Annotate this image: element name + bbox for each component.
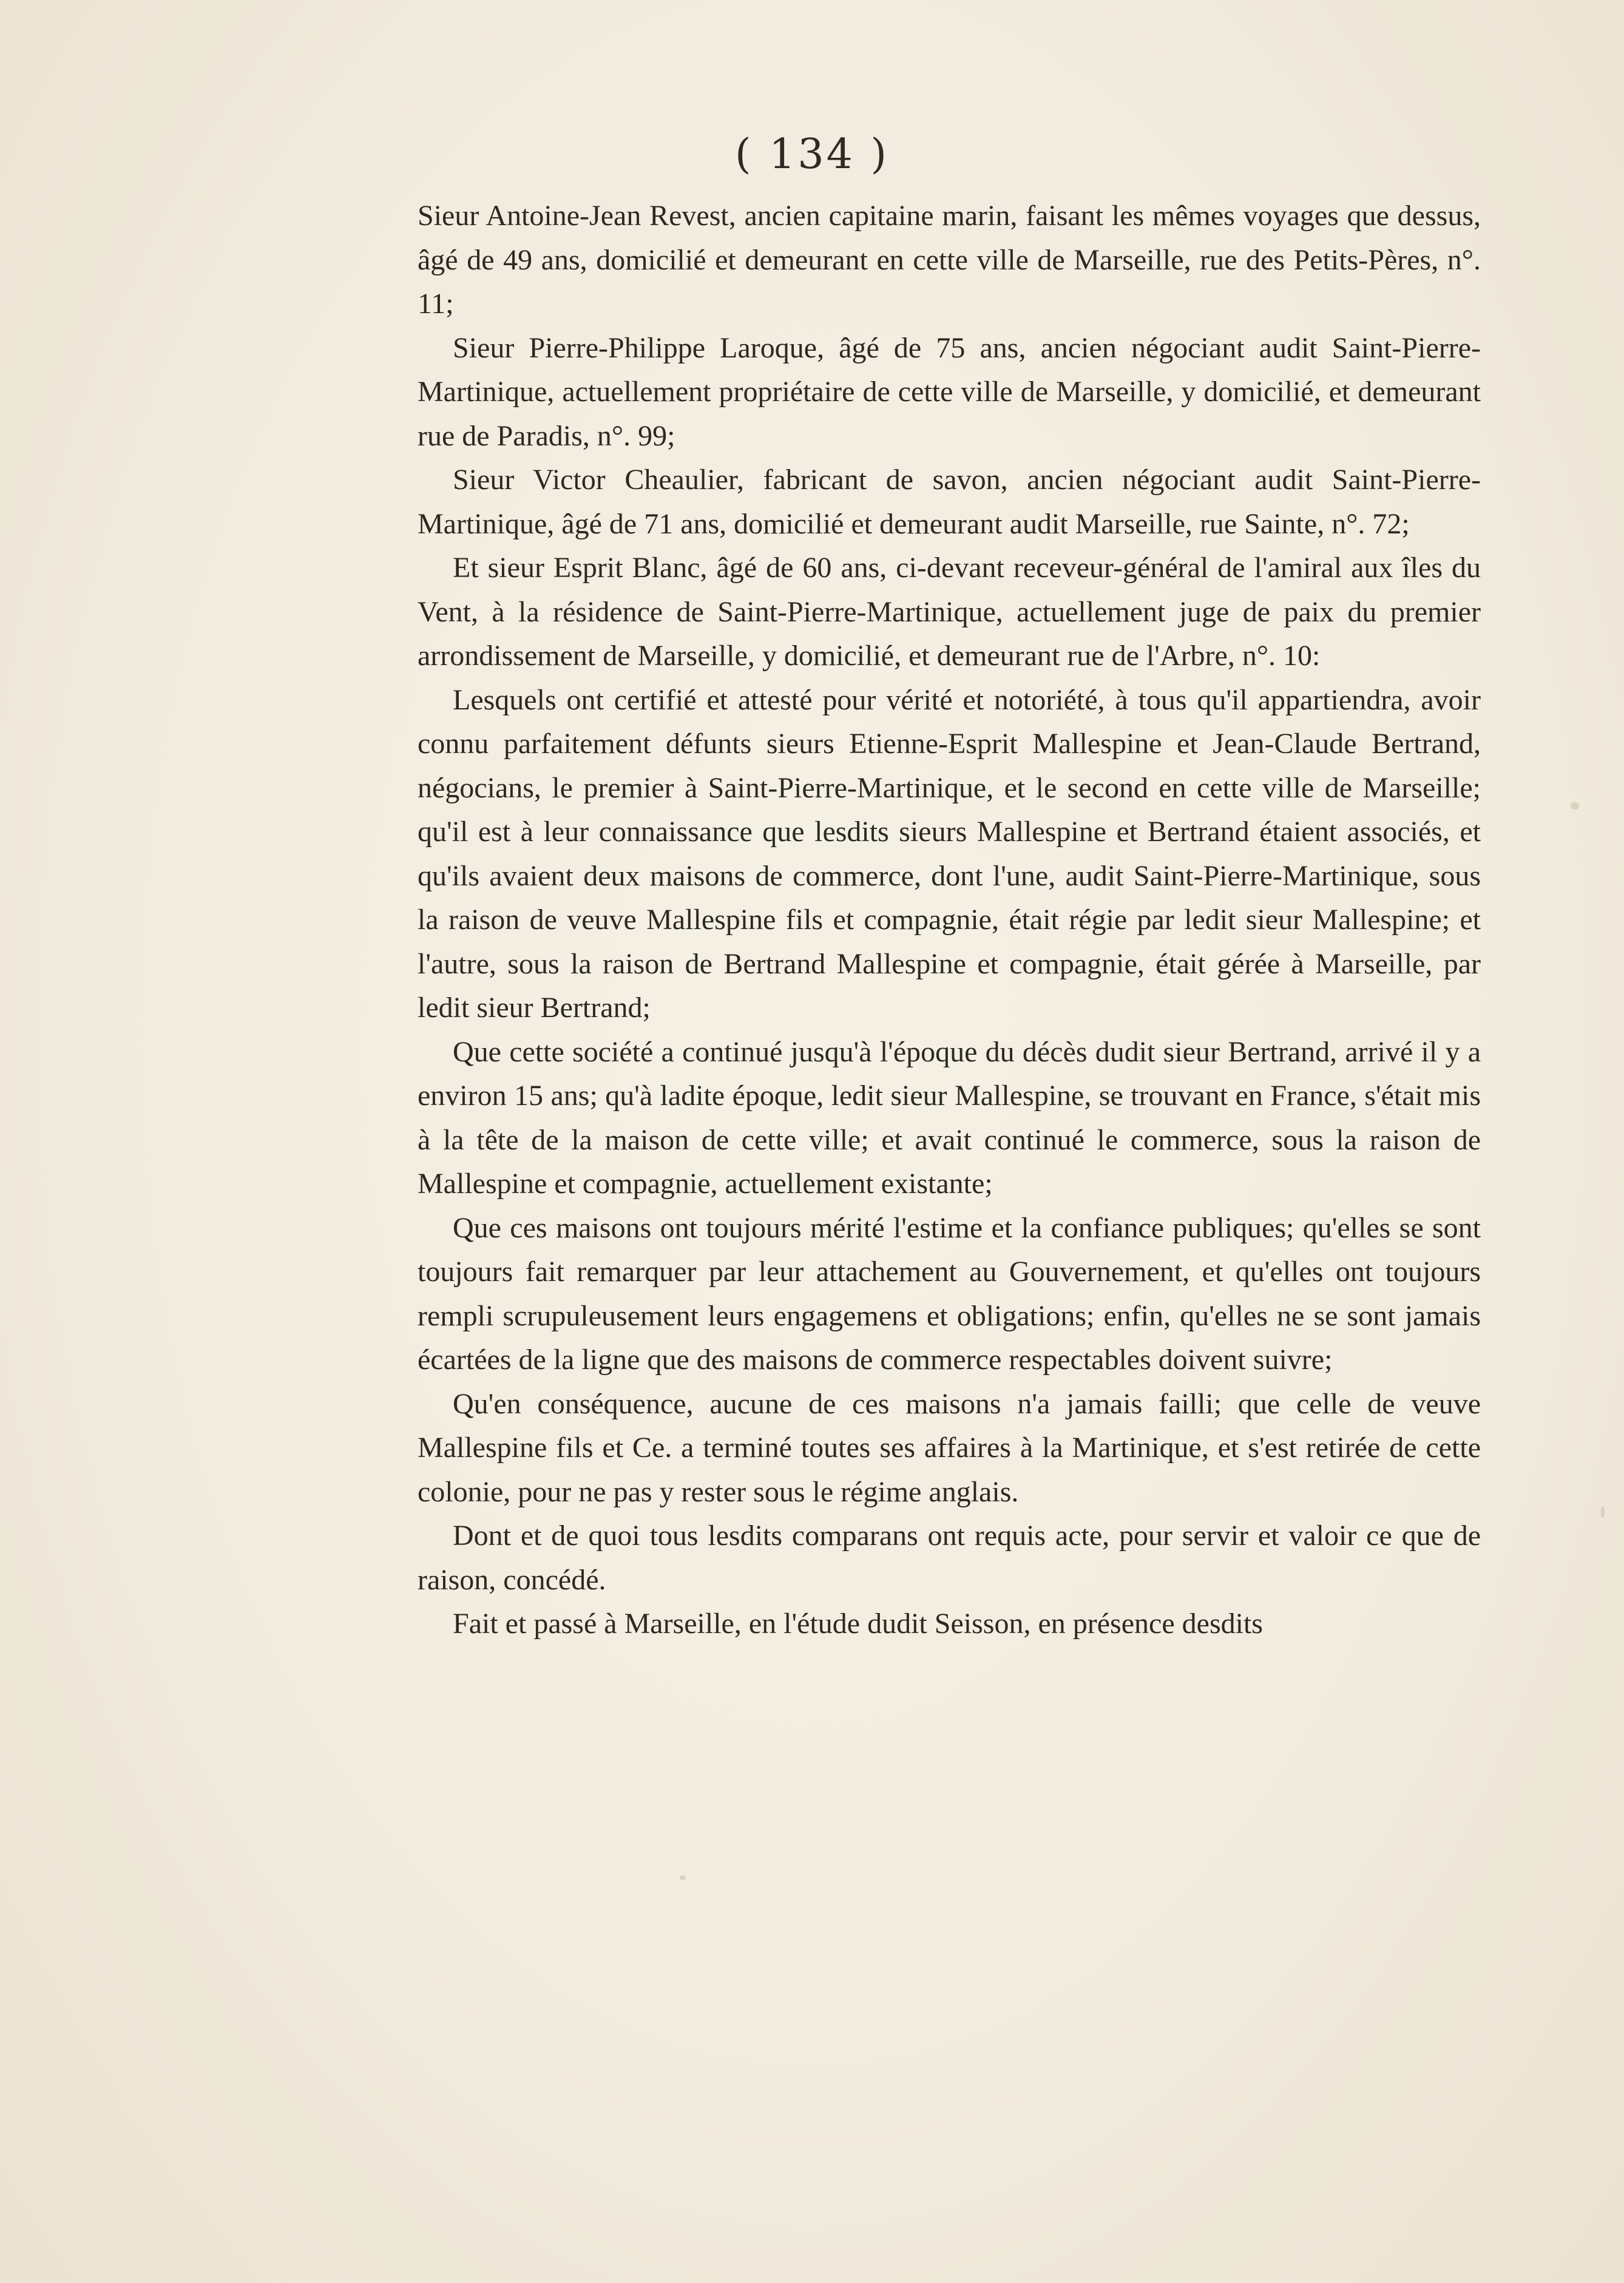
paragraph: Et sieur Esprit Blanc, âgé de 60 ans, ci-devant receveur-général de l'amiral aux îles du Vent, à la résidence de Saint-Pierre-Martinique, actuellement juge de paix du premier arrondissement de Marseille, y domicilié, et demeurant rue de l'Arbre, n°. 10:: [418, 552, 1481, 672]
paragraph: Fait et passé à Marseille, en l'étude dudit Seisson, en présence desdits: [453, 1608, 1263, 1640]
paper-stain: [1571, 802, 1579, 810]
body-text: [418, 194, 1481, 1646]
paper-stain: [680, 1875, 686, 1880]
paragraph: Dont et de quoi tous lesdits comparans ont requis acte, pour servir et valoir ce que de raison, concédé.: [418, 1520, 1481, 1596]
paragraph: Sieur Antoine-Jean Revest, ancien capitaine marin, faisant les mêmes voyages que dessus, âgé de 49 ans, domicilié et demeurant en cette ville de Marseille, rue des Petits-Pères, n°. 11;: [418, 200, 1481, 320]
paragraph: Sieur Victor Cheaulier, fabricant de savon, ancien négociant audit Saint-Pierre-Martinique, âgé de 71 ans, domicilié et demeurant audit Marseille, rue Sainte, n°. 72;: [418, 464, 1481, 540]
paragraph: Que ces maisons ont toujours mérité l'estime et la confiance publiques; qu'elles se sont toujours fait remarquer par leur attachement au Gouvernement, et qu'elles ont toujours rempli scrupuleusement leurs engagemens et obligations; enfin, qu'elles ne se sont jamais écartées de la ligne que des maisons de commerce respectables doivent suivre;: [418, 1211, 1481, 1376]
paragraph: Qu'en conséquence, aucune de ces maisons n'a jamais failli; que celle de veuve Mallespine fils et Ce. a terminé toutes ses affaires à la Martinique, et s'est retirée de cette colonie, pour ne pas y rester sous le régime anglais.: [418, 1387, 1481, 1508]
page-number: ( 134 ): [734, 130, 890, 178]
paragraph: Que cette société a continué jusqu'à l'époque du décès dudit sieur Bertrand, arrivé il y a environ 15 ans; qu'à ladite époque, ledit sieur Mallespine, se trouvant en France, s'était mis à la tête de la maison de cette ville; et avait continué le commerce, sous la raison de Mallespine et compagnie, actuellement existante;: [418, 1035, 1481, 1200]
paper-stain: [1601, 1506, 1605, 1518]
paragraph: Sieur Pierre-Philippe Laroque, âgé de 75 ans, ancien négociant audit Saint-Pierre-Martinique, actuellement propriétaire de cette ville de Marseille, y domicilié, et demeurant rue de Paradis, n°. 99;: [418, 331, 1481, 452]
paragraph: Lesquels ont certifié et attesté pour vérité et notoriété, à tous qu'il appartiendra, avoir connu parfaitement défunts sieurs Etienne-Esprit Mallespine et Jean-Claude Bertrand, négocians, le premier à Saint-Pierre-Martinique, et le second en cette ville de Marseille; qu'il est à leur connaissance que lesdits sieurs Mallespine et Bertrand étaient associés, et qu'ils avaient deux maisons de commerce, dont l'une, audit Saint-Pierre-Martinique, sous la raison de veuve Mallespine fils et compagnie, était régie par ledit sieur Mallespine; et l'autre, sous la raison de Bertrand Mallespine et compagnie, était gérée à Marseille, par ledit sieur Bertrand;: [418, 683, 1481, 1024]
